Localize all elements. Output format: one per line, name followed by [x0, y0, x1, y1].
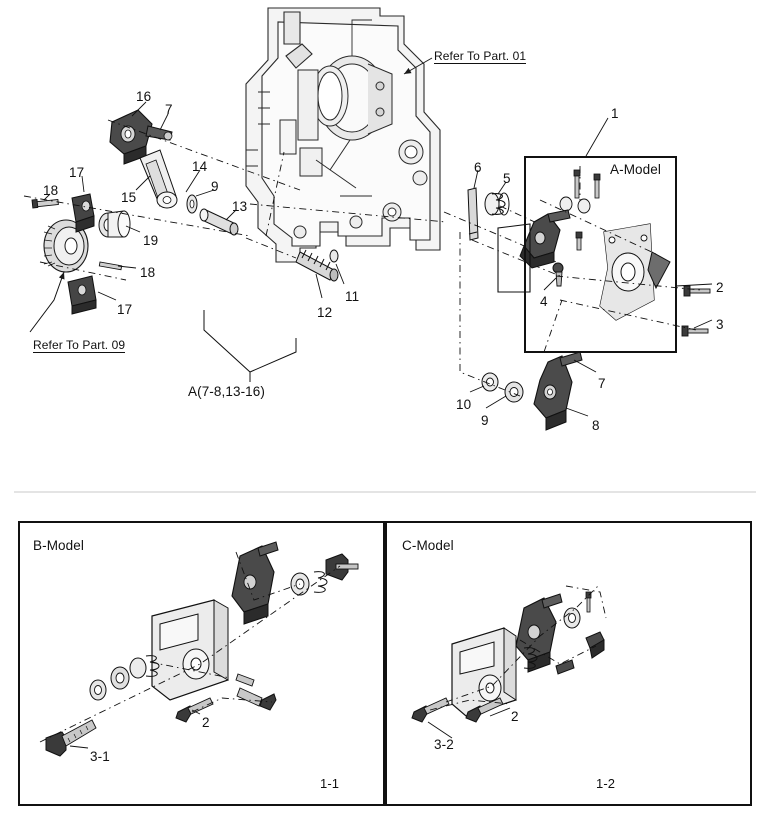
a-model-label: A-Model — [610, 162, 661, 177]
panel-b-model — [18, 521, 385, 806]
part-washer-9-top — [187, 195, 197, 213]
callout-5: 5 — [503, 171, 511, 186]
b-model-corner-code: 1-1 — [320, 776, 340, 791]
c-model-label: C-Model — [402, 538, 454, 553]
callout-7-bottom: 7 — [598, 376, 606, 391]
leader-refer-09 — [30, 272, 64, 332]
callout-13: 13 — [232, 199, 248, 214]
callout-9-bottom: 9 — [481, 413, 489, 428]
callout-6: 6 — [474, 160, 482, 175]
part-lever-8 — [534, 352, 582, 430]
callout-16: 16 — [136, 89, 152, 104]
group-bracket-a — [204, 310, 296, 382]
callout-4: 4 — [540, 294, 548, 309]
refer-to-part-09-label: Refer To Part. 09 — [33, 338, 126, 352]
callout-17-bottom: 17 — [117, 302, 133, 317]
callout-2: 2 — [716, 280, 724, 295]
callout-11: 11 — [345, 289, 360, 304]
callout-19: 19 — [143, 233, 159, 248]
panel-c-model — [385, 521, 752, 806]
callout-17-top: 17 — [69, 165, 85, 180]
callout-15: 15 — [121, 190, 137, 205]
part-collar-19 — [99, 211, 130, 237]
panel-a-model — [524, 156, 677, 353]
b-model-label: B-Model — [33, 538, 84, 553]
part-washer-9-bottom — [505, 382, 523, 402]
callout-1: 1 — [611, 106, 619, 121]
callout-14: 14 — [192, 159, 208, 174]
callout-9-top: 9 — [211, 179, 219, 194]
callout-b-2: 2 — [202, 715, 210, 730]
callout-c-3-2: 3-2 — [434, 737, 454, 752]
part-arm-15-14 — [140, 150, 177, 208]
part-spring-5 — [485, 193, 509, 215]
callout-c-2: 2 — [511, 709, 519, 724]
callout-12: 12 — [317, 305, 333, 320]
part-lever-16 — [110, 110, 172, 164]
callout-18-right: 18 — [140, 265, 156, 280]
callout-7-top: 7 — [165, 102, 173, 117]
callout-b-3-1: 3-1 — [90, 749, 110, 764]
group-label-a: A(7-8,13-16) — [188, 384, 265, 399]
callout-18-left: 18 — [43, 183, 59, 198]
callout-3: 3 — [716, 317, 724, 332]
refer-to-part-01-label: Refer To Part. 01 — [434, 49, 527, 63]
callout-10: 10 — [456, 397, 472, 412]
callout-8: 8 — [592, 418, 600, 433]
part-pin-18-left — [32, 199, 58, 207]
c-model-corner-code: 1-2 — [596, 776, 616, 791]
part-rod-6 — [468, 188, 478, 240]
